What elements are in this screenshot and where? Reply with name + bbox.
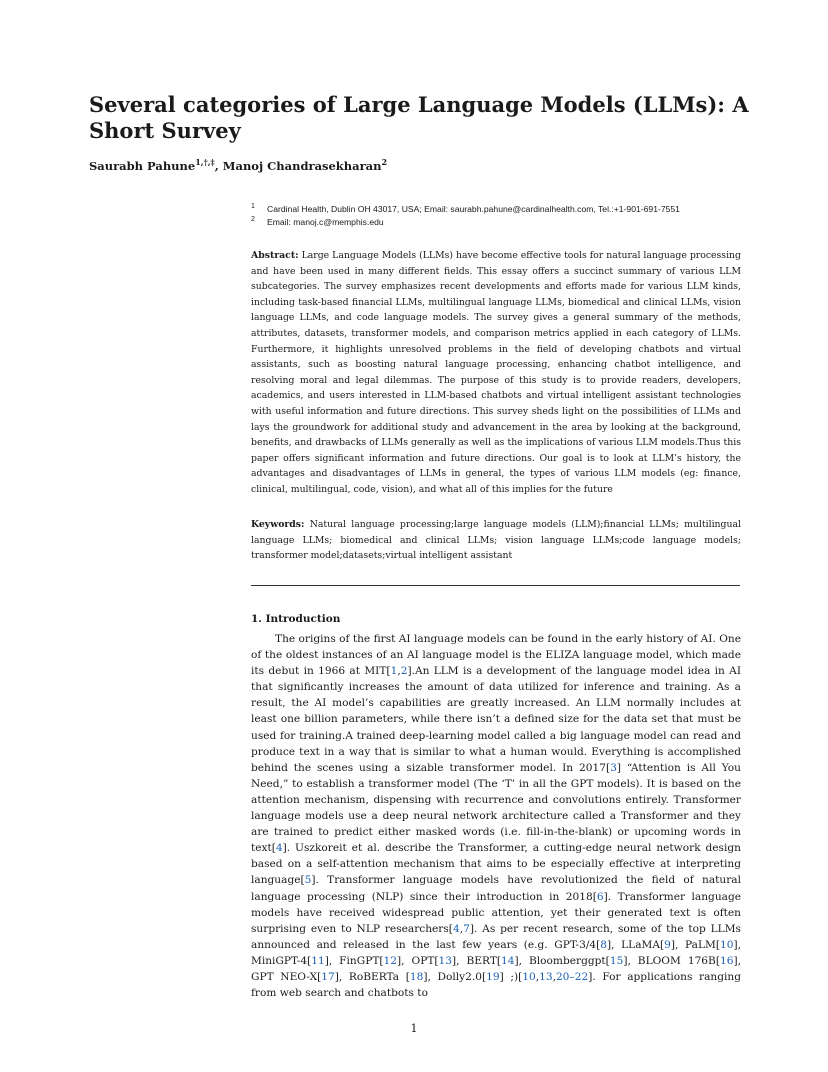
affiliation-mark: 1 <box>251 203 255 210</box>
citation-link[interactable]: 8 <box>600 938 608 951</box>
citation-link[interactable]: 2 <box>400 665 408 678</box>
citation-link[interactable]: 4 <box>452 922 460 935</box>
citation-link[interactable]: 13 <box>539 970 553 983</box>
affiliations <box>251 203 751 228</box>
intro-text: ], OPT[ <box>397 954 439 967</box>
citation-link[interactable]: 16 <box>719 954 734 967</box>
affiliation-item <box>251 203 751 216</box>
intro-text: , <box>459 922 464 935</box>
intro-text: ], BERT[ <box>452 954 502 967</box>
intro-text: , <box>552 970 556 983</box>
author-name: Saurabh Pahune <box>89 158 196 173</box>
affiliation-text: Cardinal Health, Dublin OH 43017, USA; Email: saurabh.pahune@cardinalhealth.com, Tel.:+1-901-691-7551 <box>267 204 680 214</box>
citation-link[interactable]: 3 <box>610 761 617 774</box>
citation-link[interactable]: 12 <box>383 954 398 967</box>
intro-text: , <box>397 665 401 678</box>
intro-text: , <box>535 970 540 983</box>
intro-text: ], GPT NEO-X[ <box>251 954 741 983</box>
intro-text: ]. As per recent research, some of the top LLMs announced and released in the last few years (e.g. GPT-3/4[ <box>251 922 741 951</box>
intro-text: ], RoBERTa [ <box>334 970 410 983</box>
citation-link[interactable]: 10 <box>720 938 734 951</box>
abstract <box>251 248 741 498</box>
intro-text: ]. For applications ranging from web search and chatbots to <box>251 970 741 1000</box>
intro-text: ].An LLM is a development of the language model idea in AI that significantly increases the amount of data utilized for inference and training. As a result, the AI model’s capabilities are greatly increased. An LLM normally includes at least one billion parameters, while there isn’t a defined size for the data set that must be used for training.A trained deep-learning model called a big language model can read and produce text in a way that is similar to what a human would. Everything is accomplished behind the scenes using a sizable transformer model. In 2017[ <box>251 665 741 774</box>
intro-text: ], BLOOM 176B[ <box>623 954 720 967</box>
intro-text: ]. Transformer language models have received widespread public attention, yet their generated text is often surprising even to NLP researchers[ <box>251 890 742 935</box>
author-separator: , <box>214 158 223 173</box>
author-name: Manoj Chandrasekharan <box>222 158 382 173</box>
affiliation-item <box>251 216 751 229</box>
intro-text: The origins of the first AI language models can be found in the early history of AI. One of the oldest instances of an AI language model is the ELIZA language model, which made its debut in 1966 at MIT[ <box>251 633 741 678</box>
affiliation-mark: 2 <box>251 215 255 223</box>
citation-link[interactable]: 6 <box>596 890 604 903</box>
intro-text: ], Dolly2.0[ <box>423 970 487 983</box>
intro-text: ], PaLM[ <box>670 938 721 951</box>
citation-link[interactable]: 13 <box>438 954 453 967</box>
keywords-label: Keywords: <box>251 519 305 530</box>
affiliation-text: Email: manoj.c@memphis.edu <box>267 216 384 227</box>
section-divider <box>251 585 740 586</box>
intro-text: ], MiniGPT-4[ <box>251 938 742 967</box>
section-heading: 1. Introduction <box>251 613 341 625</box>
intro-text: ] “Attention is All You Need,” to establish a transformer model (The ‘T’ in all the GPT models). It is based on the attention mechanism, dispensing with recurrence and convolutions entirely. Transformer language models use a deep neural network architecture called a Transformer and they are trained to predict either masked words (i.e. fill-in-the-blank) or upcoming words in text[ <box>251 761 742 855</box>
author-affiliation-marks: 1,†,‡ <box>195 157 215 167</box>
paper-title: Several categories of Large Language Models (LLMs): A Short Survey <box>89 92 749 143</box>
introduction-paragraph <box>251 631 741 1001</box>
abstract-text: Large Language Models (LLMs) have become effective tools for natural language processing and have been used in many different fields. This essay offers a succinct summary of various LLM subcategories. The survey emphasizes recent developments and efforts made for various LLM kinds, including task-based financial LLMs, multilingual language LLMs, biomedical and clinical LLMs, vision language LLMs, and code language models. The survey gives a general summary of the methods, attributes, datasets, transformer models, and comparison metrics applied in each category of LLMs. Furthermore, it highlights unresolved problems in the field of developing chatbots and virtual assistants, such as boosting natural language processing, enhancing chatbot intelligence, and resolving moral and legal dilemmas. The purpose of this study is to provide readers, developers, academics, and users interested in LLM-based chatbots and virtual intelligent assistant technologies with useful information and future directions. This survey sheds light on the possibilities of LLMs and lays the groundwork for additional study and advancement in the area by looking at the background, benefits, and drawbacks of LLMs generally as well as the implications of various LLM models.Thus this paper offers significant information and future directions. Our goal is to look at LLM’s history, the advantages and disadvantages of LLMs in general, the types of various LLM models (eg: finance, clinical, multilingual, code, vision), and what all of this implies for the future <box>251 250 741 495</box>
author-affiliation-marks: 2 <box>381 157 388 167</box>
author-list <box>89 157 387 173</box>
page-number: 1 <box>410 1022 418 1035</box>
intro-text: ], Bloomberggpt[ <box>514 954 610 967</box>
citation-link[interactable]: 9 <box>664 938 671 951</box>
keywords-text: Natural language processing;large language models (LLM);financial LLMs; multilingual language LLMs; biomedical and clinical LLMs; vision language LLMs;code language models; transformer model;datasets;virtual intelligent assistant <box>251 519 741 562</box>
citation-link[interactable]: 1 <box>390 665 398 678</box>
intro-text: ] ;)[ <box>499 970 523 983</box>
citation-link[interactable]: 5 <box>304 874 312 887</box>
abstract-label: Abstract: <box>251 250 299 261</box>
intro-text: ]. Transformer language models have revolutionized the field of natural language processing (NLP) since their introduction in 2018[ <box>251 874 741 903</box>
citation-link[interactable]: 15 <box>609 954 624 967</box>
intro-text: ], LLaMA[ <box>607 938 665 951</box>
citation-link[interactable]: 20–22 <box>555 970 589 983</box>
citation-link[interactable]: 7 <box>463 922 470 935</box>
citation-link[interactable]: 19 <box>486 970 500 983</box>
citation-link[interactable]: 18 <box>409 970 424 983</box>
citation-link[interactable]: 11 <box>311 954 325 967</box>
citation-link[interactable]: 14 <box>501 954 515 967</box>
intro-text: ]. Uszkoreit et al. describe the Transformer, a cutting-edge neural network design based on a self-attention mechanism that aims to be especially effective at interpreting language[ <box>251 842 741 887</box>
citation-link[interactable]: 10 <box>522 970 536 983</box>
citation-link[interactable]: 17 <box>321 970 335 983</box>
citation-link[interactable]: 4 <box>275 842 283 855</box>
keywords <box>251 517 741 564</box>
intro-text: ], FinGPT[ <box>324 954 384 967</box>
